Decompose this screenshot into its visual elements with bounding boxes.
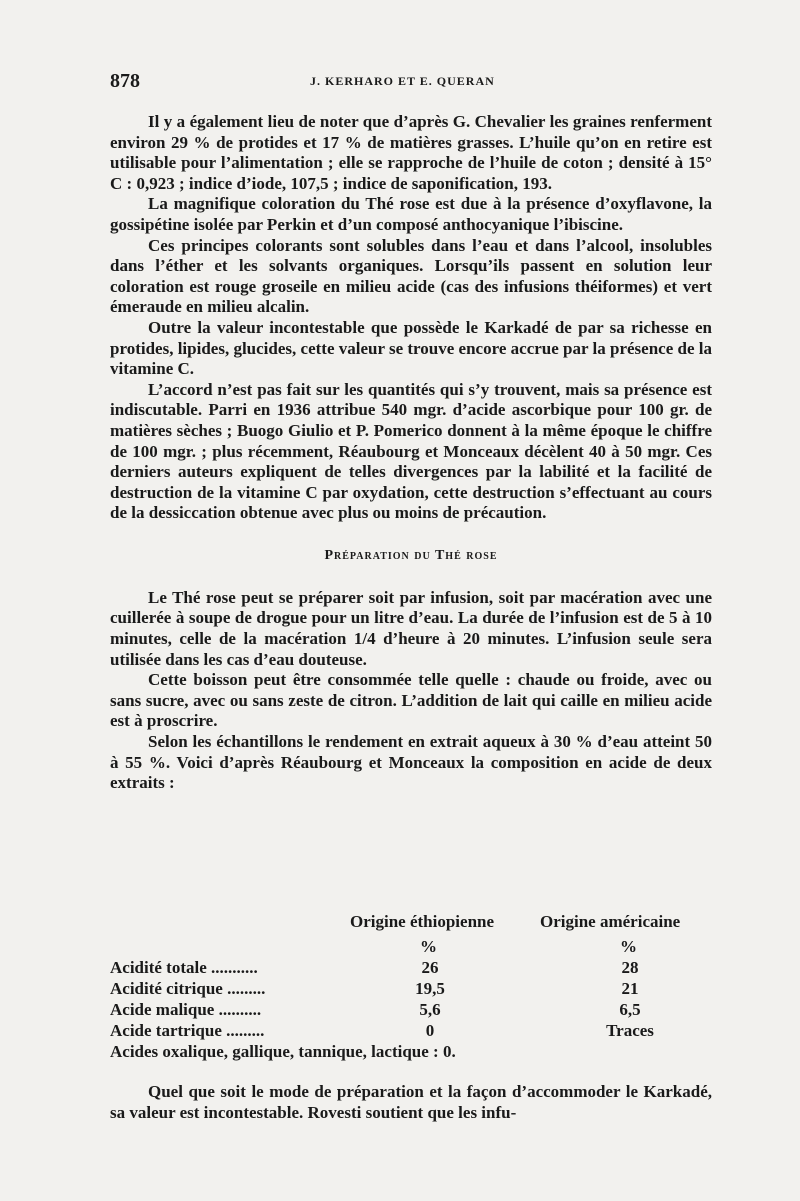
- paragraph: Outre la valeur incontestable que possède le Karkadé de par sa richesse en protides, lipides, glucides, cette valeur se trouve encore accrue par la présence de la vitamine C.: [110, 317, 712, 379]
- column-header-american: Origine américaine: [540, 912, 681, 931]
- cell-value: 21: [621, 979, 639, 998]
- row-label: Acidité citrique .........: [110, 979, 266, 998]
- table-row: [110, 1021, 730, 1042]
- row-label: Acidité totale ...........: [110, 958, 258, 977]
- cell-value: 19,5: [415, 979, 445, 998]
- body-text: [110, 112, 712, 794]
- section-heading: Préparation du Thé rose: [324, 547, 498, 563]
- cell-value: 28: [621, 958, 639, 977]
- table-row: [110, 979, 730, 1000]
- column-header-ethiopian: Origine éthiopienne: [350, 912, 495, 931]
- table-row: [110, 1000, 730, 1021]
- table-footer-row: [110, 1042, 730, 1063]
- cell-value: 6,5: [619, 1000, 641, 1019]
- cell-value: 0: [425, 1021, 435, 1040]
- page-number: 878: [110, 70, 140, 92]
- paragraph: La magnifique coloration du Thé rose est due à la présence d’oxyflavone, la gossipétine isolée par Perkin et d’un composé anthocyanique l’ibiscine.: [110, 194, 712, 234]
- closing-text: [110, 1082, 712, 1123]
- cell-value: Traces: [606, 1021, 654, 1040]
- table-row: [110, 958, 730, 979]
- paragraph: L’accord n’est pas fait sur les quantités qui s’y trouvent, mais sa présence est indiscutable. Parri en 1936 attribue 540 mgr. d’acide ascorbique pour 100 gr. de matières sèches ; Buogo Giulio et P. Pomerico donnent à la même époque le chiffre de 100 mgr. ; plus récemment, Réaubourg et Monceaux décèlent 40 à 50 mgr. Ces derniers auteurs expliquent de telles divergences par la labilité et la facilité de destruction de la vitamine C par oxydation, cette destruction s’effectuant au cours de la dessiccation obtenue avec plus ou moins de précaution.: [110, 379, 712, 523]
- paragraph: Le Thé rose peut se préparer soit par infusion, soit par macération avec une cuillerée à soupe de drogue pour un litre d’eau. La durée de l’infusion est de 5 à 10 minutes, celle de la macération 1/4 d’heure à 20 minutes. L’infusion seule sera utilisée dans les cas d’eau douteuse.: [110, 587, 712, 669]
- paragraph: Ces principes colorants sont solubles dans l’eau et dans l’alcool, insolubles dans l’éther et les solvants organiques. Lorsqu’ils passent en solution leur coloration est rouge groseile en milieu acide (cas des infusions théiformes) et vert émeraude en milieu alcalin.: [110, 235, 712, 317]
- row-label: Acide malique ..........: [110, 1000, 262, 1019]
- unit-label: %: [620, 937, 637, 956]
- table-header-row: [110, 912, 730, 937]
- paragraph: Selon les échantillons le rendement en extrait aqueux à 30 % d’eau atteint 50 à 55 %. Voici d’après Réaubourg et Monceaux la composition en acide de deux extraits :: [110, 732, 712, 793]
- table-unit-row: [110, 937, 730, 958]
- cell-value: 26: [421, 958, 439, 977]
- running-head: J. KERHARO ET E. QUERAN: [310, 74, 495, 88]
- page-header: [110, 70, 710, 94]
- row-label: Acide tartrique .........: [110, 1021, 265, 1040]
- paragraph: Cette boisson peut être consommée telle quelle : chaude ou froide, avec ou sans sucre, avec ou sans zeste de citron. L’addition de lait qui caille en milieu acide est à proscrire.: [110, 670, 712, 731]
- unit-label: %: [420, 937, 437, 956]
- table-footer: Acides oxalique, gallique, tannique, lactique : 0.: [110, 1042, 456, 1061]
- paragraph: Quel que soit le mode de préparation et la façon d’accommoder le Karkadé, sa valeur est incontestable. Rovesti soutient que les infu-: [110, 1082, 712, 1122]
- paragraph: Il y a également lieu de noter que d’après G. Chevalier les graines renferment environ 29 % de protides et 17 % de matières grasses. L’huile qu’on en retire est utilisable pour l’alimentation ; elle se rapproche de l’huile de coton ; densité à 15° C : 0,923 ; indice d’iode, 107,5 ; indice de saponification, 193.: [110, 112, 712, 193]
- acid-composition-table: [110, 912, 730, 1063]
- cell-value: 5,6: [419, 1000, 441, 1019]
